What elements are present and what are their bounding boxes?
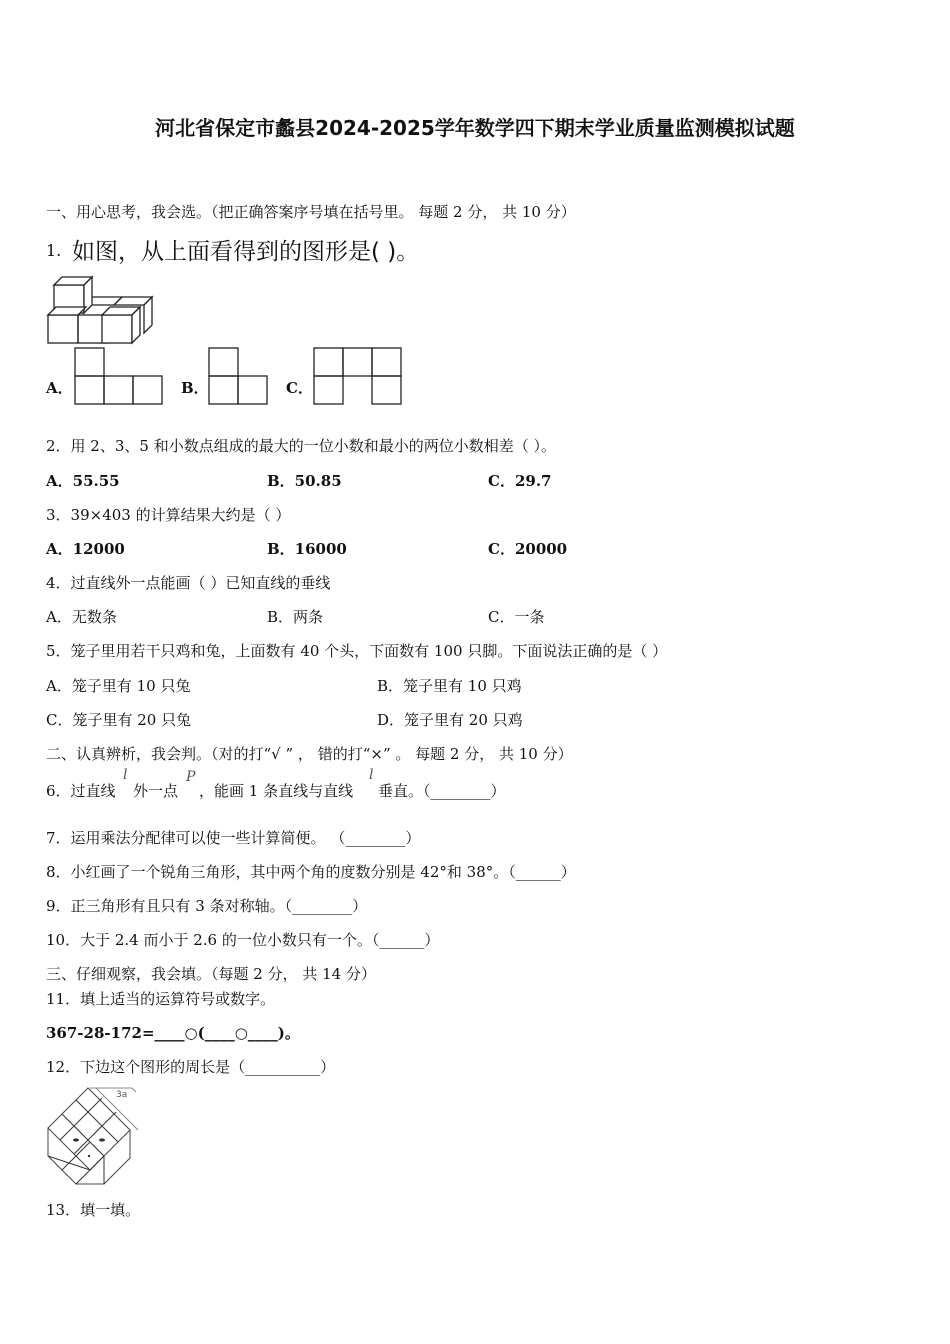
q3-text: 3．39×403 的计算结果大约是（ ） [46,506,291,524]
q1-option-c-label: C． [286,379,313,397]
q3-option-c: C．20000 [488,540,568,558]
q5-option-c: C．笼子里有 20 只兔 [46,711,192,729]
page-title: 河北省保定市蠡县2024-2025学年数学四下期末学业质量监测模拟试题 [155,116,795,140]
q1-option-b-grid [208,347,272,407]
q1-option-a-label: A． [46,379,73,397]
q10-text: 10．大于 2.4 而小于 2.6 的一位小数只有一个。（______） [46,931,440,949]
q5-option-d: D．笼子里有 20 只鸡 [377,711,523,729]
q2-text: 2．用 2、3、5 和小数点组成的最大的一位小数和最小的两位小数相差（ ）。 [46,437,556,455]
q4-option-b: B．两条 [267,608,324,626]
q12-staircase-figure [44,1084,144,1188]
q12-figure-label: 3a [116,1090,128,1100]
q1-text: 如图，从上面看得到的图形是( )。 [72,239,420,265]
q5-option-a: A．笼子里有 10 只兔 [46,677,191,695]
q1-option-b-label: B． [181,379,209,397]
q4-option-a: A．无数条 [46,608,117,626]
q6-point-p: P [186,769,196,785]
section-2-heading: 二、认真辨析，我会判。（对的打“√ ” ， 错的打“×” 。 每题 2 分， 共 10 分） [46,745,573,763]
q7-text: 7．运用乘法分配律可以使一些计算简便。 （________） [46,829,421,847]
q1-number: 1. [46,241,62,260]
q9-text: 9．正三角形有且只有 3 条对称轴。（________） [46,897,368,915]
q2-option-c: C．29.7 [488,472,552,490]
q1-option-c-grid [313,347,407,407]
q6-line-l: l [123,767,128,783]
q6-line-l-2: l [369,767,374,783]
q6-part1: 6．过直线 [46,782,116,800]
q11-expression: 367-28-172=____○(____○____)。 [46,1024,300,1042]
q13-text: 13．填一填。 [46,1201,141,1219]
q6-part4: 垂直。（________） [378,782,506,800]
section-3-heading: 三、仔细观察，我会填。（每题 2 分， 共 14 分） [46,965,376,983]
q12-text: 12．下边这个图形的周长是（__________） [46,1058,336,1076]
section-1-heading: 一、用心思考，我会选。（把正确答案序号填在括号里。 每题 2 分， 共 10 分） [46,203,576,221]
q4-text: 4．过直线外一点能画（ ）已知直线的垂线 [46,574,331,592]
q4-option-c: C．一条 [488,608,545,626]
q6-part2: 外一点 [133,782,179,800]
q6-part3: ，能画 1 条直线与直线 [199,782,354,800]
q1-option-a-grid [74,347,166,407]
q5-option-b: B．笼子里有 10 只鸡 [377,677,522,695]
cube-figure [44,275,154,347]
q2-option-b: B．50.85 [267,472,342,490]
q11-text: 11．填上适当的运算符号或数字。 [46,990,276,1008]
q3-option-b: B．16000 [267,540,347,558]
q5-text: 5．笼子里用若干只鸡和兔，上面数有 40 个头，下面数有 100 只脚。下面说法正确的是（ ） [46,642,668,660]
q3-option-a: A．12000 [46,540,125,558]
q8-text: 8．小红画了一个锐角三角形，其中两个角的度数分别是 42°和 38°。（______） [46,863,576,881]
q2-option-a: A．55.55 [46,472,120,490]
